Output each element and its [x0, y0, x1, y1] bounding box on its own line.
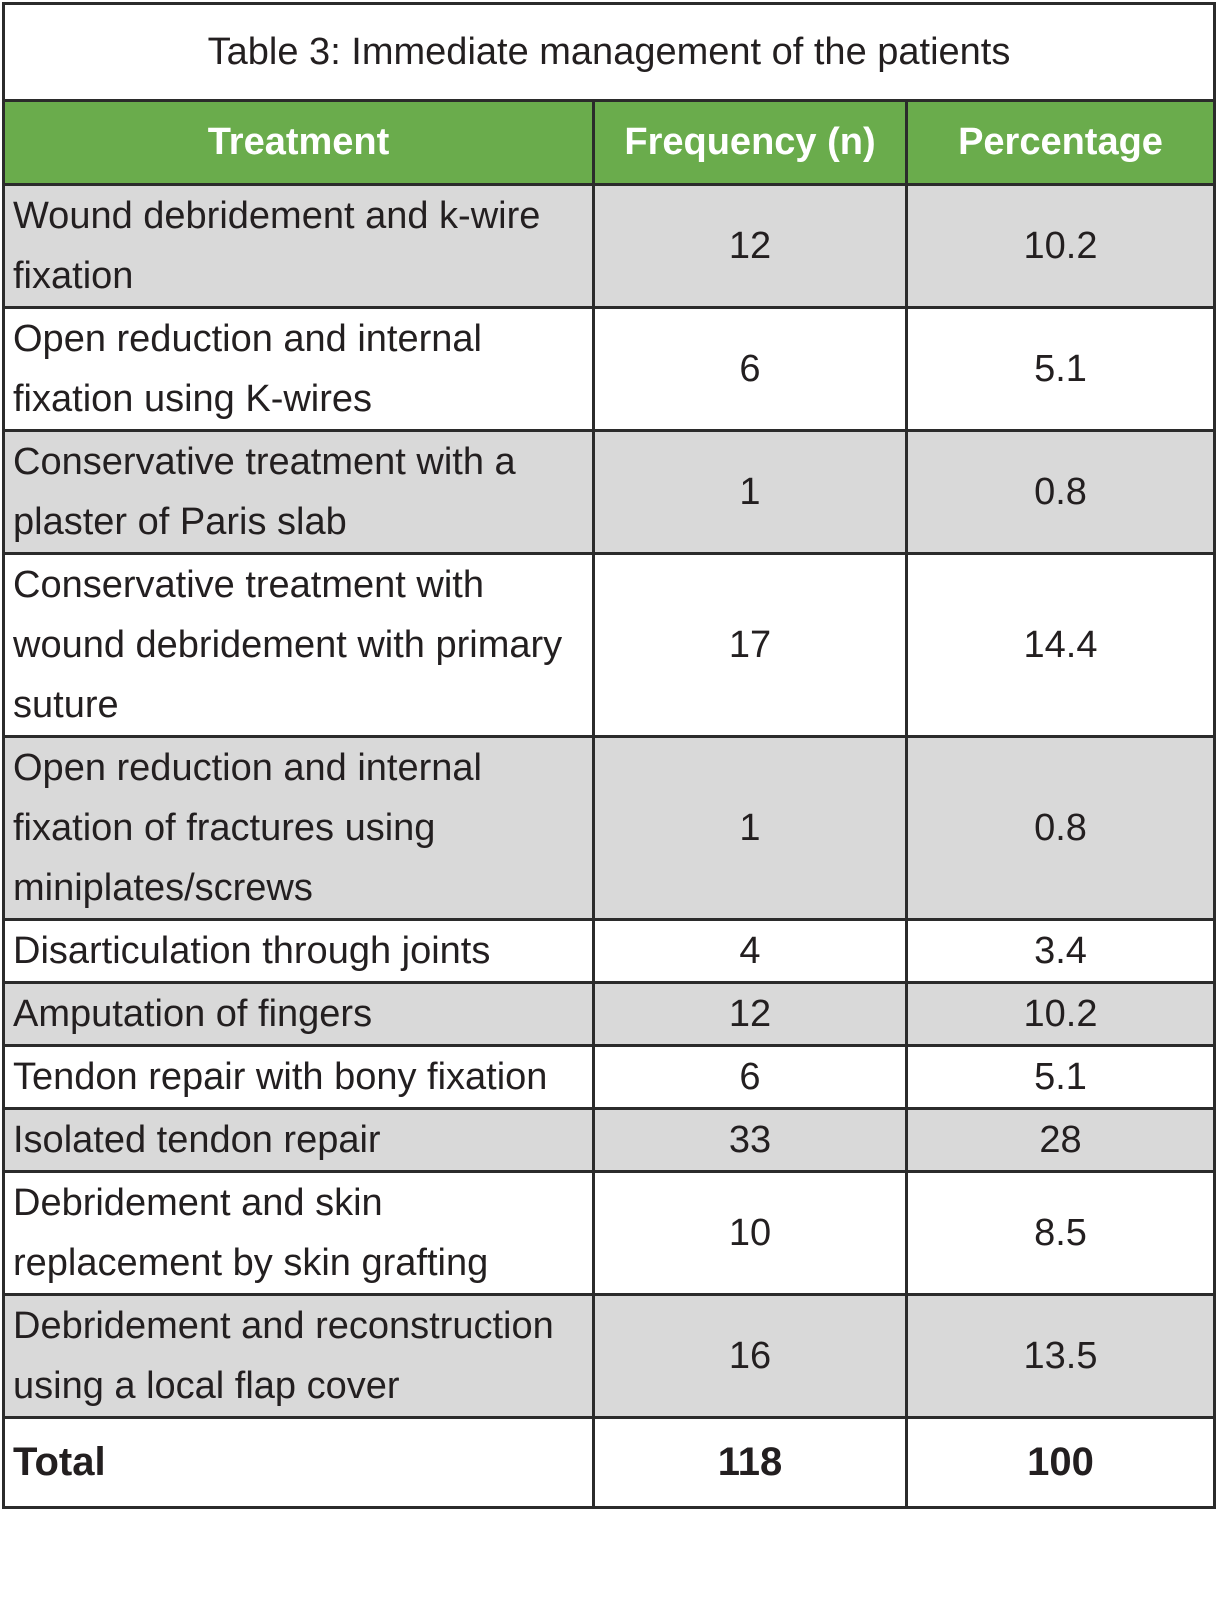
- header-percentage: Percentage: [907, 101, 1215, 185]
- header-treatment: Treatment: [4, 101, 594, 185]
- frequency-cell: 6: [594, 1046, 907, 1109]
- table-row: [4, 1172, 1215, 1295]
- treatment-cell: Open reduction and internal fixation of fractures using miniplates/screws: [4, 737, 594, 920]
- percentage-cell: 14.4: [907, 554, 1215, 737]
- frequency-cell: 6: [594, 308, 907, 431]
- table-caption: Table 3: Immediate management of the patients: [4, 4, 1215, 101]
- table-row: [4, 920, 1215, 983]
- table-row: [4, 185, 1215, 308]
- treatment-cell: Debridement and skin replacement by skin grafting: [4, 1172, 594, 1295]
- table-row: [4, 1109, 1215, 1172]
- percentage-cell: 13.5: [907, 1295, 1215, 1418]
- management-table: [2, 2, 1216, 1509]
- frequency-cell: 16: [594, 1295, 907, 1418]
- treatment-cell: Conservative treatment with wound debridement with primary suture: [4, 554, 594, 737]
- table-container: [2, 2, 1213, 1509]
- header-row: [4, 101, 1215, 185]
- table-row: [4, 431, 1215, 554]
- total-percentage: 100: [907, 1418, 1215, 1508]
- treatment-cell: Isolated tendon repair: [4, 1109, 594, 1172]
- table-row: [4, 1046, 1215, 1109]
- total-row: [4, 1418, 1215, 1508]
- percentage-cell: 0.8: [907, 431, 1215, 554]
- frequency-cell: 1: [594, 737, 907, 920]
- frequency-cell: 1: [594, 431, 907, 554]
- treatment-cell: Open reduction and internal fixation using K-wires: [4, 308, 594, 431]
- total-frequency: 118: [594, 1418, 907, 1508]
- percentage-cell: 8.5: [907, 1172, 1215, 1295]
- frequency-cell: 12: [594, 983, 907, 1046]
- percentage-cell: 3.4: [907, 920, 1215, 983]
- percentage-cell: 0.8: [907, 737, 1215, 920]
- percentage-cell: 10.2: [907, 983, 1215, 1046]
- table-row: [4, 1295, 1215, 1418]
- percentage-cell: 5.1: [907, 1046, 1215, 1109]
- header-frequency: Frequency (n): [594, 101, 907, 185]
- treatment-cell: Conservative treatment with a plaster of Paris slab: [4, 431, 594, 554]
- total-label: Total: [4, 1418, 594, 1508]
- caption-row: [4, 4, 1215, 101]
- frequency-cell: 4: [594, 920, 907, 983]
- percentage-cell: 10.2: [907, 185, 1215, 308]
- frequency-cell: 12: [594, 185, 907, 308]
- treatment-cell: Debridement and reconstruction using a local flap cover: [4, 1295, 594, 1418]
- frequency-cell: 33: [594, 1109, 907, 1172]
- table-row: [4, 737, 1215, 920]
- percentage-cell: 28: [907, 1109, 1215, 1172]
- table-row: [4, 983, 1215, 1046]
- treatment-cell: Amputation of fingers: [4, 983, 594, 1046]
- frequency-cell: 17: [594, 554, 907, 737]
- frequency-cell: 10: [594, 1172, 907, 1295]
- treatment-cell: Tendon repair with bony fixation: [4, 1046, 594, 1109]
- percentage-cell: 5.1: [907, 308, 1215, 431]
- table-row: [4, 308, 1215, 431]
- treatment-cell: Disarticulation through joints: [4, 920, 594, 983]
- treatment-cell: Wound debridement and k-wire fixation: [4, 185, 594, 308]
- table-row: [4, 554, 1215, 737]
